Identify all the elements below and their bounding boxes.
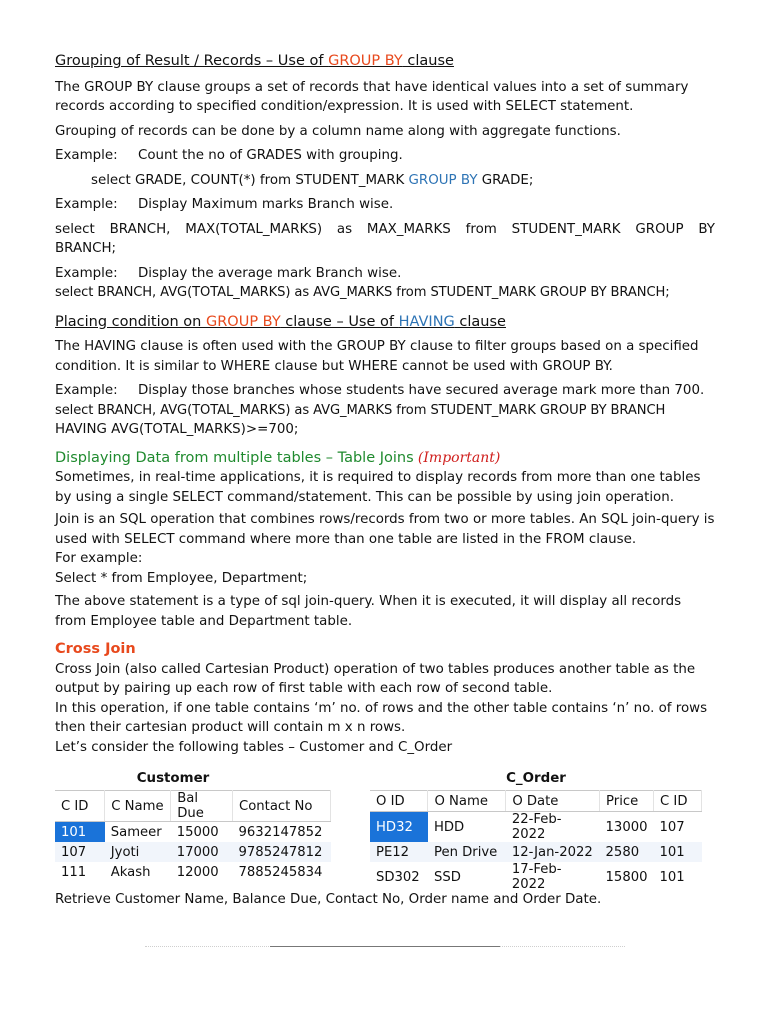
having-sql-line-1: select BRANCH, AVG(TOTAL_MARKS) as AVG_MARKS from STUDENT_MARK GROUP BY BRANCH (55, 402, 666, 418)
customer-header-row (55, 791, 331, 822)
cross-join-para-1: Cross Join (also called Cartesian Product) operation of two tables produces another table as the output by pairing up each row of first table with each row of second table. (55, 661, 696, 696)
group-by-example-2-sql-line-2: BRANCH; (55, 241, 117, 256)
table-cell: HDD (428, 812, 506, 843)
table-cell-selected: HD32 (370, 812, 428, 843)
table-cell: Sameer (105, 822, 171, 843)
order-table (370, 790, 702, 892)
customer-header-cell: C Name (105, 791, 171, 822)
group-by-para-1: The GROUP BY clause groups a set of records that have identical values into a set of summary records according to specified condition/expression. It is used with SELECT statement. (55, 79, 689, 114)
table-cell: Jyoti (105, 842, 171, 862)
table-row (55, 822, 331, 843)
table-row (370, 842, 702, 862)
table-cell: 17-Feb-2022 (506, 862, 600, 892)
table-cell: Akash (105, 862, 171, 882)
group-by-example-3: Example: Display the average mark Branch wise. (55, 265, 402, 281)
customer-table-title: Customer (136, 771, 210, 786)
customer-table-block (55, 768, 331, 882)
table-cell: 101 (654, 842, 702, 862)
table-cell: 17000 (171, 842, 233, 862)
group-by-heading: Grouping of Result / Records – Use of GROUP BY clause (55, 53, 454, 69)
table-cell: 9632147852 (233, 822, 331, 843)
group-by-example-2: Example: Display Maximum marks Branch wise. (55, 197, 394, 212)
joins-para-1: Sometimes, in real-time applications, it is required to display records from more than one tables by using a single SELECT command/statement. This can be possible by using join operation. (55, 470, 701, 505)
having-heading: Placing condition on GROUP BY clause – Use of HAVING clause (55, 313, 506, 330)
table-row (370, 862, 702, 892)
table-cell-selected: 101 (55, 822, 105, 843)
group-by-para-2: Grouping of records can be done by a column name along with aggregate functions. (55, 123, 621, 139)
group-by-example-1: Example: Count the no of GRADES with grouping. (55, 148, 403, 163)
table-cell: PE12 (370, 842, 428, 862)
important-note: (Important) (417, 449, 501, 466)
group-by-example-1-sql: select GRADE, COUNT(*) from STUDENT_MARK GROUP BY GRADE; (91, 172, 534, 188)
table-row (55, 862, 331, 882)
having-sql-line-2: HAVING AVG(TOTAL_MARKS)>=700; (55, 422, 299, 437)
order-table-title: C_Order (506, 771, 566, 786)
table-row (370, 812, 702, 843)
table-cell: 13000 (600, 812, 654, 843)
table-cell: 22-Feb-2022 (506, 812, 600, 843)
group-by-example-3-sql: select BRANCH, AVG(TOTAL_MARKS) as AVG_MARKS from STUDENT_MARK GROUP BY BRANCH; (55, 285, 670, 300)
cross-join-heading: Cross Join (55, 641, 136, 657)
table-cell: 107 (654, 812, 702, 843)
group-by-example-2-sql-line-1: select BRANCH, MAX(TOTAL_MARKS) as MAX_MARKS from STUDENT_MARK GROUP BY (55, 221, 715, 237)
order-table-block (370, 768, 702, 892)
customer-header-cell: Contact No (233, 791, 331, 822)
footer-divider (145, 946, 625, 948)
order-header-cell: O ID (370, 791, 428, 812)
table-cell: Pen Drive (428, 842, 506, 862)
table-cell: 15800 (600, 862, 654, 892)
document-body (55, 52, 715, 757)
order-header-cell: Price (600, 791, 654, 812)
order-header-cell: O Date (506, 791, 600, 812)
table-row (55, 842, 331, 862)
customer-header-cell: C ID (55, 791, 105, 822)
having-example: Example: Display those branches whose students have secured average mark more than 700. (55, 383, 705, 398)
having-para-1: The HAVING clause is often used with the GROUP BY clause to filter groups based on a specified condition. It is similar to WHERE clause but WHERE cannot be used with GROUP BY. (55, 339, 699, 374)
order-header-cell: O Name (428, 791, 506, 812)
order-header-row (370, 791, 702, 812)
table-cell: 107 (55, 842, 105, 862)
cross-join-para-3: Let’s consider the following tables – Customer and C_Order (55, 739, 453, 755)
table-cell: 12000 (171, 862, 233, 882)
joins-heading: Displaying Data from multiple tables – Table Joins (Important) (55, 449, 501, 466)
joins-para-5: The above statement is a type of sql join-query. When it is executed, it will display all records from Employee table and Department table. (55, 594, 682, 629)
table-cell: SD302 (370, 862, 428, 892)
footer-divider-solid (270, 946, 500, 947)
table-cell: SSD (428, 862, 506, 892)
table-cell: 7885245834 (233, 862, 331, 882)
table-cell: 101 (654, 862, 702, 892)
table-cell: 12-Jan-2022 (506, 842, 600, 862)
order-header-cell: C ID (654, 791, 702, 812)
table-cell: 9785247812 (233, 842, 331, 862)
customer-table (55, 790, 331, 882)
table-cell: 2580 (600, 842, 654, 862)
table-cell: 15000 (171, 822, 233, 843)
tables-area (55, 768, 715, 892)
customer-header-cell: Bal Due (171, 791, 233, 822)
joins-para-3: For example: (55, 551, 143, 566)
retrieve-instruction: Retrieve Customer Name, Balance Due, Contact No, Order name and Order Date. (55, 892, 602, 907)
table-cell: 111 (55, 862, 105, 882)
cross-join-para-2: In this operation, if one table contains ‘m’ no. of rows and the other table contains ‘n’ no. of rows then their cartesian product will contain m x n rows. (55, 700, 708, 735)
joins-para-2: Join is an SQL operation that combines rows/records from two or more tables. An SQL join-query is used with SELECT command where more than one table are listed in the FROM clause. (55, 512, 715, 547)
joins-para-4: Select * from Employee, Department; (55, 570, 308, 586)
